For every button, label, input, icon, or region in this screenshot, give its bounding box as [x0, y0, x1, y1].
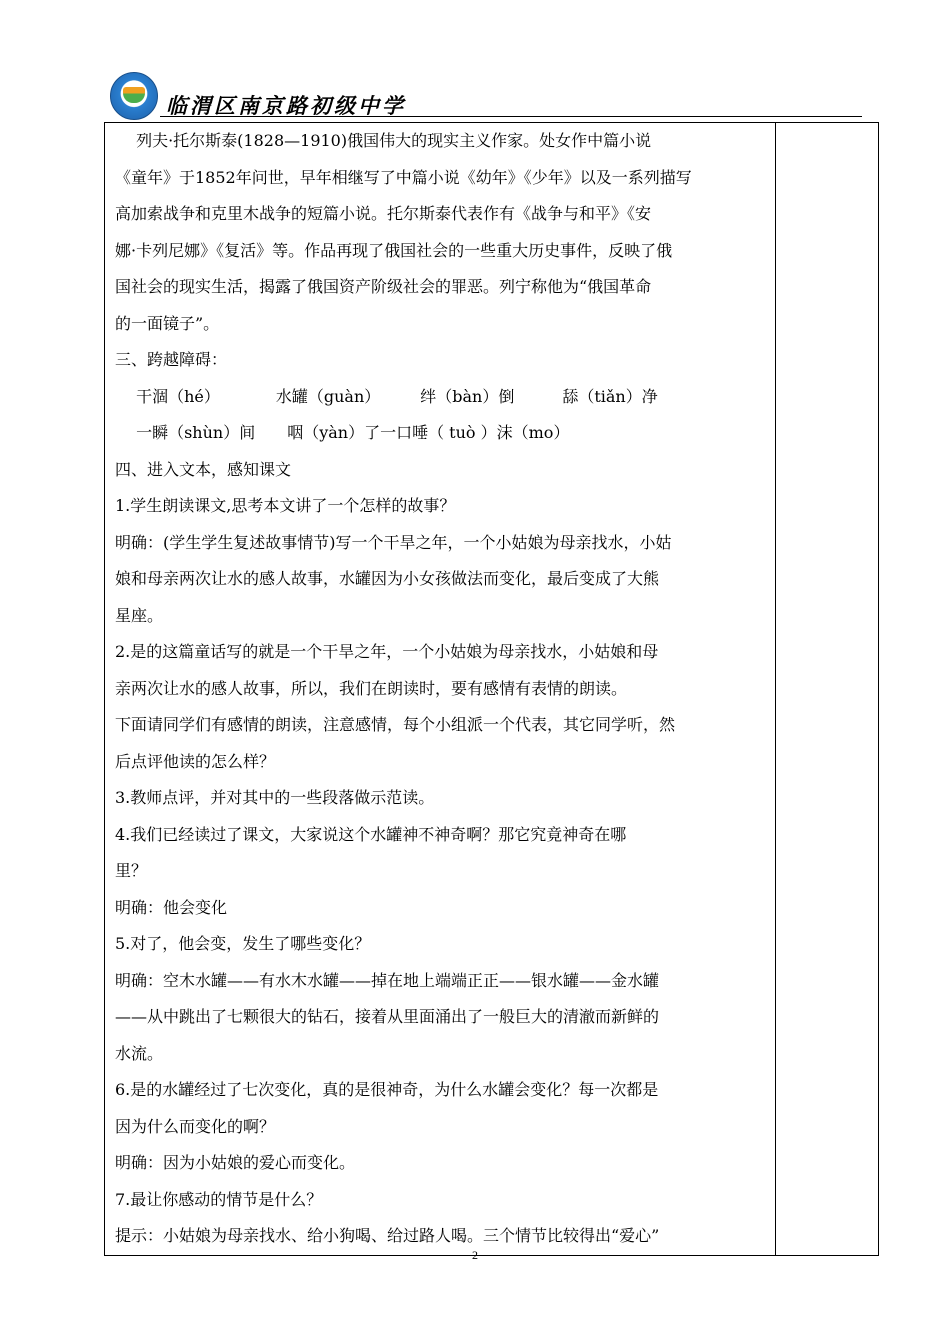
page-number: 2	[472, 1248, 478, 1262]
text-line: 里？	[115, 861, 148, 880]
text-line: 亲两次让水的感人故事，所以，我们在朗读时，要有感情有表情的朗读。	[115, 678, 628, 698]
text-line: 干涸（hé） 水罐（guàn） 绊（bàn）倒 舔（tiǎn）净	[115, 386, 658, 406]
text-line: 1.学生朗读课文,思考本文讲了一个怎样的故事？	[115, 496, 456, 515]
text-line: 《童年》于1852年问世，早年相继写了中篇小说《幼年》《少年》以及一系列描写	[115, 167, 692, 187]
text-line: 3.教师点评，并对其中的一些段落做示范读。	[115, 788, 435, 807]
text-line: ——从中跳出了七颗很大的钻石，接着从里面涌出了一般巨大的清澈而新鲜的	[115, 1007, 660, 1026]
side-notes-cell	[776, 123, 879, 1256]
text-line: 国社会的现实生活，揭露了俄国资产阶级社会的罪恶。列宁称他为“俄国革命	[115, 277, 652, 296]
text-line: 5.对了，他会变，发生了哪些变化？	[115, 934, 371, 953]
text-line: 下面请同学们有感情的朗读，注意感情，每个小组派一个代表，其它同学听，然	[115, 715, 676, 734]
text-line: 提示：小姑娘为母亲找水、给小狗喝、给过路人喝。三个情节比较得出“爱心”	[115, 1226, 660, 1245]
text-line: 三、跨越障碍：	[115, 350, 228, 369]
school-name: 临渭区南京路初级中学	[166, 94, 406, 118]
text-line: 的一面镜子”。	[115, 313, 220, 333]
text-line: 明确：(学生学生复述故事情节)写一个干旱之年，一个小姑娘为母亲找水，小姑	[115, 532, 672, 552]
text-line: 明确：他会变化	[115, 897, 228, 917]
text-line: 4.我们已经读过了课文，大家说这个水罐神不神奇啊？那它究竟神奇在哪	[115, 824, 627, 844]
text-line: 水流。	[115, 1043, 164, 1063]
main-cell	[105, 123, 776, 1256]
text-line: 明确：空木水罐——有水木水罐——掉在地上端端正正——银水罐——金水罐	[115, 970, 660, 990]
text-line: 列夫·托尔斯泰(1828—1910)俄国伟大的现实主义作家。处女作中篇小说	[115, 131, 652, 150]
header-rule	[160, 116, 862, 117]
text-line: 高加索战争和克里木战争的短篇小说。托尔斯泰代表作有《战争与和平》《安	[115, 204, 652, 223]
lesson-content	[105, 123, 775, 1255]
logo-emblem	[123, 87, 145, 103]
text-line: 明确：因为小姑娘的爱心而变化。	[115, 1153, 356, 1172]
text-line: 6.是的水罐经过了七次变化，真的是很神奇，为什么水罐会变化？每一次都是	[115, 1080, 659, 1099]
school-logo-icon	[110, 72, 158, 120]
lesson-table	[104, 122, 879, 1256]
text-line: 娘和母亲两次让水的感人故事，水罐因为小女孩做法而变化，最后变成了大熊	[115, 569, 660, 588]
text-line: 因为什么而变化的啊？	[115, 1116, 276, 1136]
text-line: 7.最让你感动的情节是什么？	[115, 1189, 323, 1209]
text-line: 一瞬（shùn）间 咽（yàn）了一口唾（ tuò ）沫（mo）	[115, 423, 570, 442]
text-line: 娜·卡列尼娜》《复活》等。作品再现了俄国社会的一些重大历史事件，反映了俄	[115, 240, 673, 260]
page-header	[110, 72, 862, 122]
text-line: 2.是的这篇童话写的就是一个干旱之年，一个小姑娘为母亲找水，小姑娘和母	[115, 642, 659, 661]
text-line: 星座。	[115, 605, 164, 625]
text-line: 四、进入文本，感知课文	[115, 459, 292, 479]
text-line: 后点评他读的怎么样？	[115, 751, 276, 771]
